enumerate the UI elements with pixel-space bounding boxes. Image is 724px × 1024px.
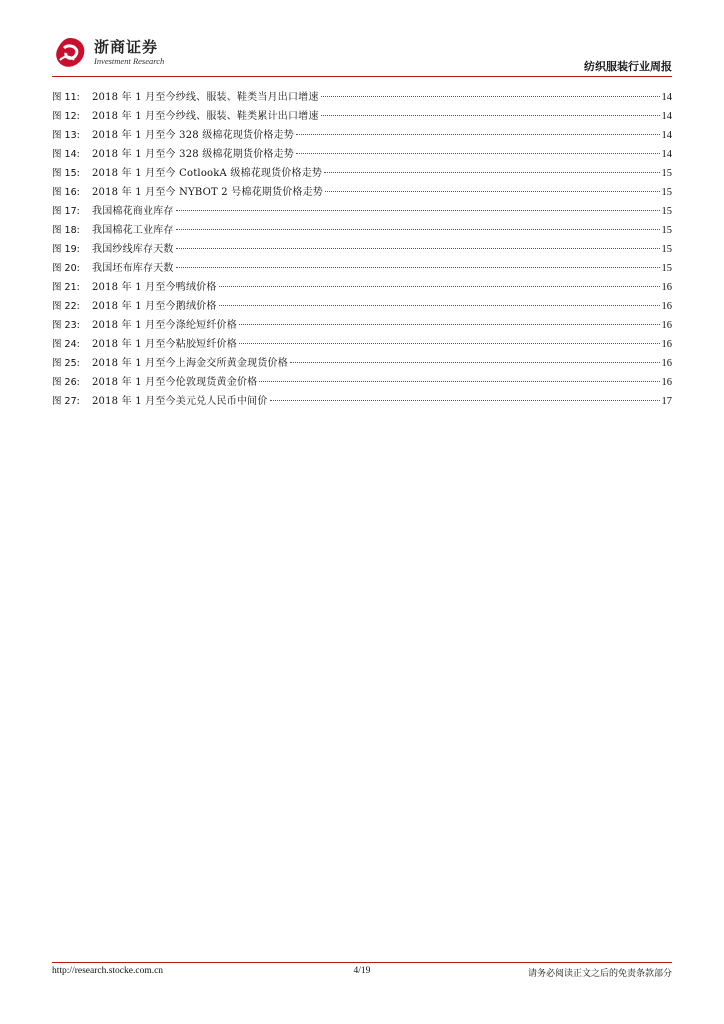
toc-page-number: 14 — [661, 92, 672, 103]
toc-entry[interactable] — [52, 354, 672, 373]
toc-leader-dots — [324, 172, 659, 173]
footer-divider — [52, 962, 672, 963]
toc-entry[interactable] — [52, 259, 672, 278]
toc-leader-dots — [239, 324, 660, 325]
logo-text-en: Investment Research — [94, 56, 165, 66]
toc-figure-number: 图 14: — [52, 149, 80, 160]
toc-figure-title: 我国棉花商业库存 — [92, 206, 174, 217]
toc-figure-number: 图 23: — [52, 320, 80, 331]
toc-leader-dots — [176, 248, 660, 249]
toc-leader-dots — [259, 381, 659, 382]
toc-figure-title: 2018 年 1 月至今鹅绒价格 — [92, 301, 217, 312]
toc-page-number: 15 — [661, 168, 672, 179]
toc-page-number: 14 — [661, 130, 672, 141]
toc-leader-dots — [296, 134, 660, 135]
toc-figure-title: 2018 年 1 月至今纱线、服装、鞋类当月出口增速 — [92, 92, 319, 103]
toc-leader-dots — [290, 362, 660, 363]
footer-url-link[interactable]: http://research.stocke.com.cn — [52, 966, 164, 976]
toc-figure-title: 2018 年 1 月至今粘胶短纤价格 — [92, 339, 237, 350]
toc-figure-title: 2018 年 1 月至今 CotlookA 级棉花现货价格走势 — [92, 168, 323, 179]
toc-entry[interactable] — [52, 335, 672, 354]
toc-page-number: 17 — [661, 396, 672, 407]
logo-text-cn: 浙商证券 — [94, 38, 159, 56]
toc-figure-number: 图 22: — [52, 301, 80, 312]
toc-figure-title: 2018 年 1 月至今鸭绒价格 — [92, 282, 217, 293]
toc-figure-number: 图 12: — [52, 111, 80, 122]
page-header — [52, 34, 672, 78]
toc-leader-dots — [325, 191, 660, 192]
toc-figure-number: 图 13: — [52, 130, 80, 141]
toc-entry[interactable] — [52, 392, 672, 411]
disclaimer-note: 请务必阅读正文之后的免责条款部分 — [527, 969, 672, 979]
toc-figure-number: 图 15: — [52, 168, 80, 179]
toc-page-number: 16 — [661, 282, 672, 293]
toc-page-number: 16 — [661, 301, 672, 312]
toc-page-number: 15 — [661, 187, 672, 198]
toc-figure-number: 图 18: — [52, 225, 80, 236]
toc-page-number: 16 — [661, 320, 672, 331]
toc-leader-dots — [296, 153, 660, 154]
toc-figure-number: 图 24: — [52, 339, 80, 350]
toc-leader-dots — [270, 400, 660, 401]
logo-mark-icon — [52, 36, 88, 70]
page-number: 4/19 — [353, 966, 371, 976]
toc-figure-number: 图 16: — [52, 187, 80, 198]
page-footer — [52, 966, 672, 982]
toc-entry[interactable] — [52, 221, 672, 240]
toc-figure-number: 图 25: — [52, 358, 80, 369]
toc-page-number: 15 — [661, 206, 672, 217]
toc-page-number: 14 — [661, 111, 672, 122]
toc-page-number: 15 — [661, 263, 672, 274]
toc-entry[interactable] — [52, 297, 672, 316]
toc-figure-title: 2018 年 1 月至今伦敦现货黄金价格 — [92, 377, 258, 388]
company-logo — [52, 34, 172, 74]
toc-figure-number: 图 20: — [52, 263, 80, 274]
toc-leader-dots — [176, 229, 660, 230]
toc-figure-title: 2018 年 1 月至今 328 级棉花现货价格走势 — [92, 130, 294, 141]
toc-page-number: 15 — [661, 225, 672, 236]
toc-page-number: 16 — [661, 358, 672, 369]
toc-figure-title: 2018 年 1 月至今 328 级棉花期货价格走势 — [92, 149, 294, 160]
figure-list — [52, 88, 672, 411]
toc-figure-title: 我国纱线库存天数 — [92, 244, 174, 255]
toc-entry[interactable] — [52, 183, 672, 202]
toc-leader-dots — [219, 305, 660, 306]
report-title: 纺织服装行业周报 — [584, 60, 672, 73]
toc-page-number: 15 — [661, 244, 672, 255]
toc-figure-title: 2018 年 1 月至今美元兑人民币中间价 — [92, 396, 268, 407]
toc-leader-dots — [321, 115, 660, 116]
toc-figure-number: 图 21: — [52, 282, 80, 293]
toc-figure-title: 2018 年 1 月至今 NYBOT 2 号棉花期货价格走势 — [92, 187, 323, 198]
toc-entry[interactable] — [52, 240, 672, 259]
toc-leader-dots — [176, 267, 660, 268]
toc-page-number: 16 — [661, 377, 672, 388]
toc-entry[interactable] — [52, 164, 672, 183]
toc-entry[interactable] — [52, 278, 672, 297]
toc-entry[interactable] — [52, 107, 672, 126]
toc-figure-number: 图 19: — [52, 244, 80, 255]
toc-entry[interactable] — [52, 145, 672, 164]
toc-leader-dots — [239, 343, 660, 344]
toc-figure-title: 2018 年 1 月至今纱线、服装、鞋类累计出口增速 — [92, 111, 319, 122]
toc-figure-number: 图 11: — [52, 92, 80, 103]
toc-figure-number: 图 26: — [52, 377, 80, 388]
toc-page-number: 16 — [661, 339, 672, 350]
toc-figure-number: 图 17: — [52, 206, 80, 217]
toc-figure-title: 我国棉花工业库存 — [92, 225, 174, 236]
toc-leader-dots — [176, 210, 660, 211]
toc-figure-title: 2018 年 1 月至今涤纶短纤价格 — [92, 320, 237, 331]
header-divider — [52, 76, 672, 77]
toc-figure-title: 2018 年 1 月至今上海金交所黄金现货价格 — [92, 358, 288, 369]
toc-entry[interactable] — [52, 373, 672, 392]
toc-figure-title: 我国坯布库存天数 — [92, 263, 174, 274]
toc-leader-dots — [219, 286, 660, 287]
toc-page-number: 14 — [661, 149, 672, 160]
toc-entry[interactable] — [52, 202, 672, 221]
toc-entry[interactable] — [52, 316, 672, 335]
toc-figure-number: 图 27: — [52, 396, 80, 407]
toc-entry[interactable] — [52, 126, 672, 145]
toc-entry[interactable] — [52, 88, 672, 107]
toc-leader-dots — [321, 96, 660, 97]
